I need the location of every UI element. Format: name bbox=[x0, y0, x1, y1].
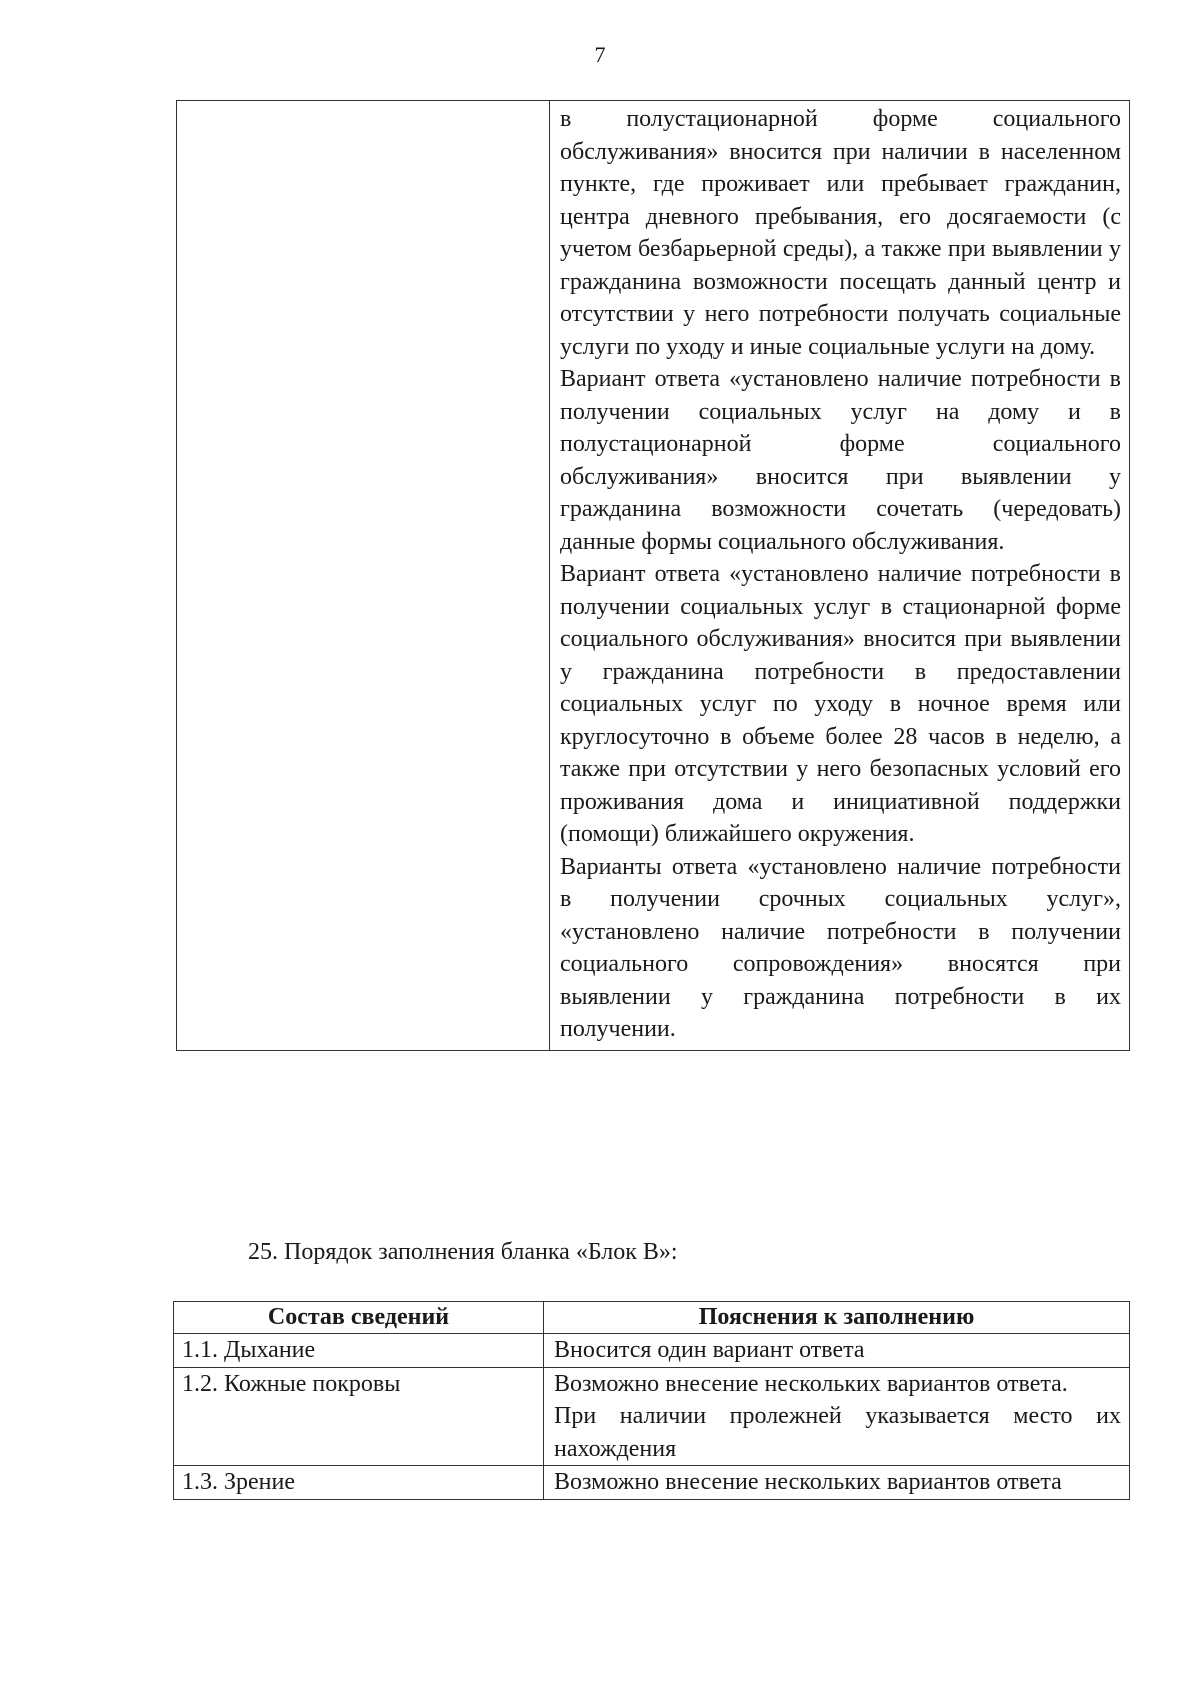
note-text: Вносится один вариант ответа bbox=[554, 1337, 865, 1363]
page-number: 7 bbox=[594, 42, 606, 67]
column-header: Состав сведений bbox=[174, 1302, 544, 1334]
note-text: Возможно внесение нескольких вариантов ответа bbox=[554, 1469, 1062, 1495]
table-row bbox=[174, 1334, 1130, 1368]
note-text: Возможно внесение нескольких вариантов ответа. bbox=[554, 1370, 1068, 1397]
section-heading: 25. Порядок заполнения бланка «Блок В»: bbox=[248, 1239, 678, 1265]
note-text: При наличии пролежней указывается место их нахождения bbox=[554, 1403, 1121, 1462]
column-header: Пояснения к заполнению bbox=[544, 1302, 1130, 1334]
paragraph: Вариант ответа «установлено наличие потребности в получении социальных услуг на дому и в полустационарной форме социального обслуживания» вносится при выявлении у гражданина возможности сочетать (чередовать) данные формы социального обслуживания. bbox=[560, 366, 1121, 555]
note-cell bbox=[544, 1367, 1130, 1466]
table-row bbox=[174, 1466, 1130, 1500]
item-cell: 1.3. Зрение bbox=[174, 1466, 544, 1500]
explanation-cell bbox=[550, 101, 1130, 1051]
table-row bbox=[174, 1367, 1130, 1466]
continuation-table bbox=[176, 100, 1130, 1051]
paragraph: Вариант ответа «установлено наличие потребности в получении социальных услуг в стационарной форме социального обслуживания» вносится при выявлении у гражданина потребности в предоставлении социальных услуг по уходу в ночное время или круглосуточно в объеме более 28 часов в неделю, а также при отсутствии у него безопасных условий его проживания дома и инициативной поддержки (помощи) ближайшего окружения. bbox=[560, 561, 1121, 847]
note-cell bbox=[544, 1334, 1130, 1368]
block-v-table bbox=[173, 1301, 1130, 1500]
item-cell: 1.2. Кожные покровы bbox=[174, 1367, 544, 1466]
item-cell: 1.1. Дыхание bbox=[174, 1334, 544, 1368]
empty-cell bbox=[177, 101, 550, 1051]
paragraph: в полустационарной форме социального обслуживания» вносится при наличии в населенном пункте, где проживает или пребывает гражданин, центра дневного пребывания, его досягаемости (с учетом безбарьерной среды), а также при выявлении у гражданина возможности посещать данный центр и отсутствии у него потребности получать социальные услуги по уходу и иные социальные услуги на дому. bbox=[560, 106, 1121, 360]
table-header-row bbox=[174, 1302, 1130, 1334]
table-row bbox=[177, 101, 1130, 1051]
paragraph: Варианты ответа «установлено наличие потребности в получении срочных социальных услуг», «установлено наличие потребности в получении социального сопровождения» вносятся при выявлении у гражданина потребности в их получении. bbox=[560, 853, 1121, 1042]
note-cell bbox=[544, 1466, 1130, 1500]
